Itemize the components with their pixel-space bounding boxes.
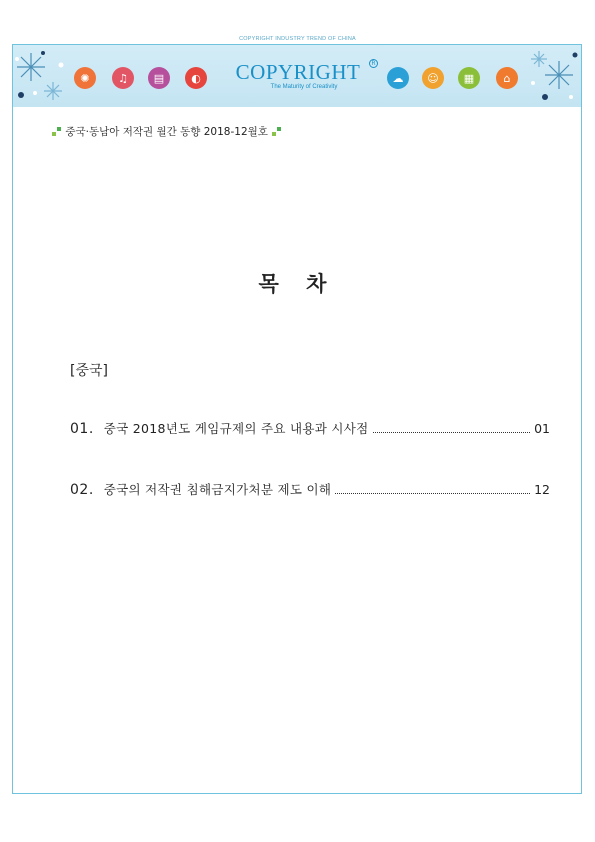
header-caption: COPYRIGHT INDUSTRY TREND OF CHINA [239,36,356,42]
issue-line [52,124,281,139]
snowflake-decoration-right-icon [525,45,581,107]
toc-leader-dots [335,492,530,494]
copyright-logo [233,61,363,91]
snowflake-decoration-left-icon [13,45,73,107]
lightbulb-icon: ✺ [74,67,96,89]
toc-page-number: 01 [534,421,550,436]
square-decoration-left-icon [52,127,62,137]
section-label: [중국] [70,363,108,379]
toc-title: 중국 2018년도 게임규제의 주요 내용과 시사점 [103,421,369,436]
logo-text: COPYRIGHT [235,60,361,84]
satellite-icon: ◐ [185,67,207,89]
cloud-icon: ☁ [387,67,409,89]
music-note-icon: ♫ [112,67,134,89]
page-title: 목 차 [258,272,337,296]
issue-title: 중국·동남아 저작권 월간 동향 2018-12월호 [65,126,268,138]
toc-number: 02. [70,482,94,498]
toc-entry[interactable] [70,480,550,498]
registered-mark-icon: R [369,59,378,68]
house-icon: ⌂ [496,67,518,89]
square-decoration-right-icon [271,127,281,137]
film-icon: ▦ [458,67,480,89]
face-icon: ☺ [422,67,444,89]
book-icon: ▤ [148,67,170,89]
header-banner [13,45,581,107]
logo-tagline: The Maturity of Creativity [270,84,338,90]
toc-page-number: 12 [534,482,550,497]
toc-title: 중국의 저작권 침해금지가처분 제도 이해 [103,482,332,497]
toc-number: 01. [70,421,94,437]
toc-entry[interactable] [70,419,550,437]
toc-leader-dots [373,431,531,433]
